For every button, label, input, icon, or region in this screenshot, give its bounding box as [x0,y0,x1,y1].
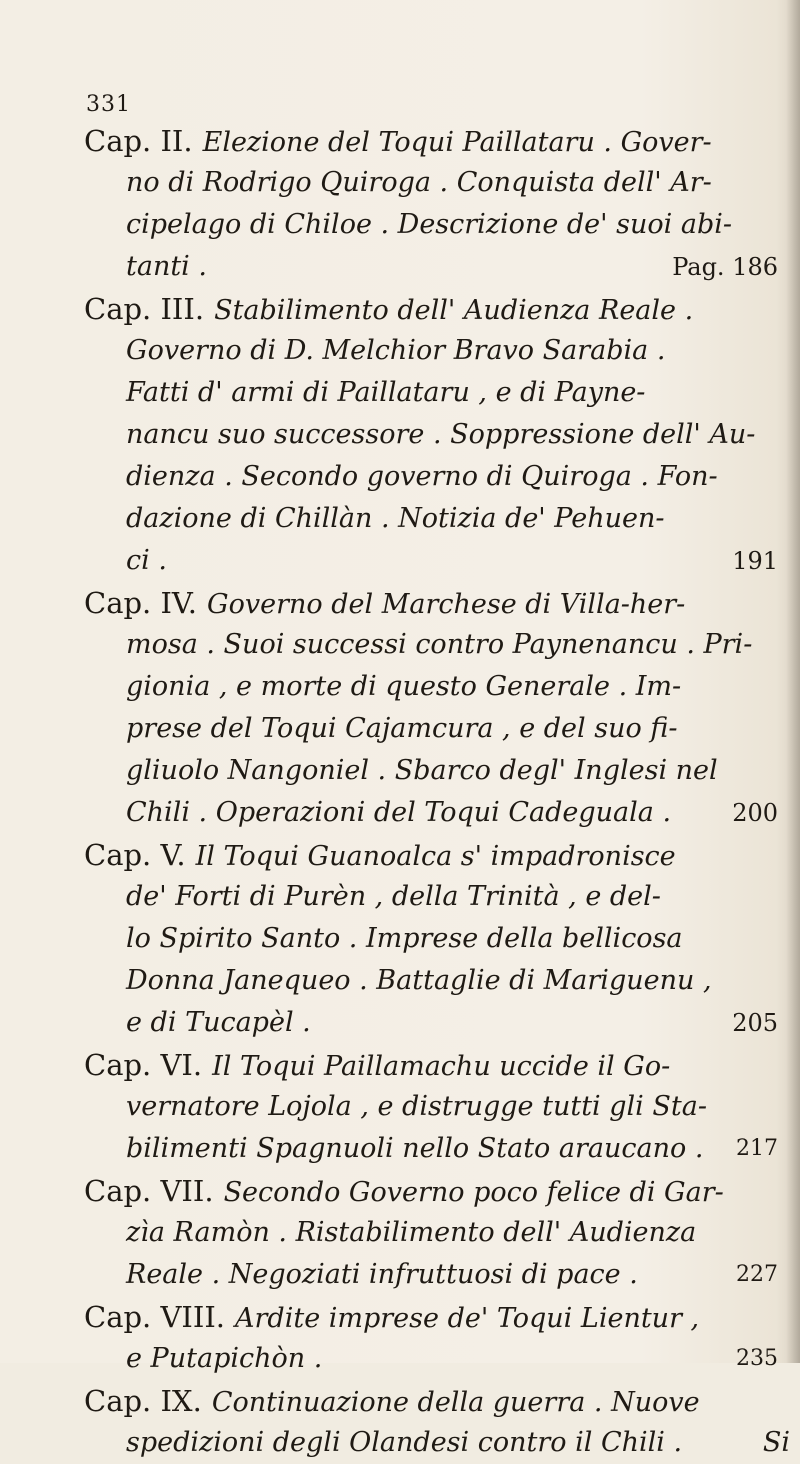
page-reference: Pag. 186 [672,253,778,281]
page-number: 331 [86,92,131,117]
entry-line: Il Toqui Guanoalca s' impadronisce [195,841,676,872]
entry-line: Stabilimento dell' Audienza Reale . [214,295,694,326]
table-of-contents [84,120,790,1464]
page-edge-shadow [786,0,800,1363]
toc-entry-cap-8 [84,1296,784,1380]
toc-entry-cap-6 [84,1044,784,1170]
entry-line: no di Rodrigo Quiroga . Conquista dell' Ar- [126,167,712,198]
toc-entry-cap-9 [84,1380,790,1464]
entry-line: tanti . [126,251,207,282]
entry-line: dienza . Secondo governo di Quiroga . Fon- [126,461,718,492]
toc-entry-cap-3 [84,288,784,582]
entry-line: de' Forti di Purèn , della Trinità , e del- [126,881,661,912]
entry-line: spedizioni degli Olandesi contro il Chili . [126,1427,683,1458]
entry-line: vernatore Lojola , e distrugge tutti gli Sta- [126,1091,707,1122]
entry-line: mosa . Suoi successi contro Paynenancu . Pri- [126,629,753,660]
page-reference: 200 [732,799,778,827]
chapter-label: Cap. VII. [84,1174,214,1208]
entry-line: e Putapichòn . [126,1343,323,1374]
toc-entry-cap-5 [84,834,784,1044]
entry-line: ci . [126,545,167,576]
entry-line: Governo del Marchese di Villa-her- [207,589,686,620]
entry-line: Governo di D. Melchior Bravo Sarabia . [126,335,666,366]
page-reference: 191 [732,547,778,575]
chapter-label: Cap. III. [84,292,205,326]
chapter-label: Cap. II. [84,124,193,158]
entry-line: dazione di Chillàn . Notizia de' Pehuen- [126,503,665,534]
entry-line: Secondo Governo poco felice di Gar- [223,1177,724,1208]
entry-line: Chili . Operazioni del Toqui Cadeguala . [126,797,672,828]
entry-line: cipelago di Chiloe . Descrizione de' suoi abi- [126,209,733,240]
entry-line: Donna Janequeo . Battaglie di Mariguenu , [126,965,712,996]
entry-line: Continuazione della guerra . Nuove [211,1387,700,1418]
entry-line: bilimenti Spagnuoli nello Stato araucano . [126,1133,704,1164]
toc-entry-cap-7 [84,1170,784,1296]
chapter-label: Cap. VI. [84,1048,203,1082]
entry-line: prese del Toqui Cajamcura , e del suo fi- [126,713,678,744]
entry-line: gliuolo Nangoniel . Sbarco degl' Inglesi nel [126,755,718,786]
entry-line: gionia , e morte di questo Generale . Im- [126,671,682,702]
entry-line: Ardite imprese de' Toqui Lientur , [235,1303,700,1334]
entry-line: zìa Ramòn . Ristabilimento dell' Audienza [126,1217,697,1248]
entry-line: Reale . Negoziati infruttuosi di pace . [126,1259,638,1290]
toc-entry-cap-2 [84,120,784,288]
chapter-label: Cap. VIII. [84,1300,226,1334]
chapter-label: Cap. IV. [84,586,198,620]
toc-entry-cap-4 [84,582,784,834]
entry-line: nancu suo successore . Soppressione dell' Au- [126,419,756,450]
entry-line: e di Tucapèl . [126,1007,311,1038]
page-reference: 205 [732,1009,778,1037]
catchword: Si [762,1427,790,1458]
entry-line: Il Toqui Paillamachu uccide il Go- [212,1051,671,1082]
page-reference: 227 [736,1262,778,1287]
entry-line: lo Spirito Santo . Imprese della bellicosa [126,923,683,954]
entry-line: Elezione del Toqui Paillataru . Gover- [202,127,712,158]
chapter-label: Cap. V. [84,838,186,872]
chapter-label: Cap. IX. [84,1384,202,1418]
page-reference: 217 [736,1136,778,1161]
page-reference: 235 [736,1346,778,1371]
entry-line: Fatti d' armi di Paillataru , e di Payne- [126,377,646,408]
